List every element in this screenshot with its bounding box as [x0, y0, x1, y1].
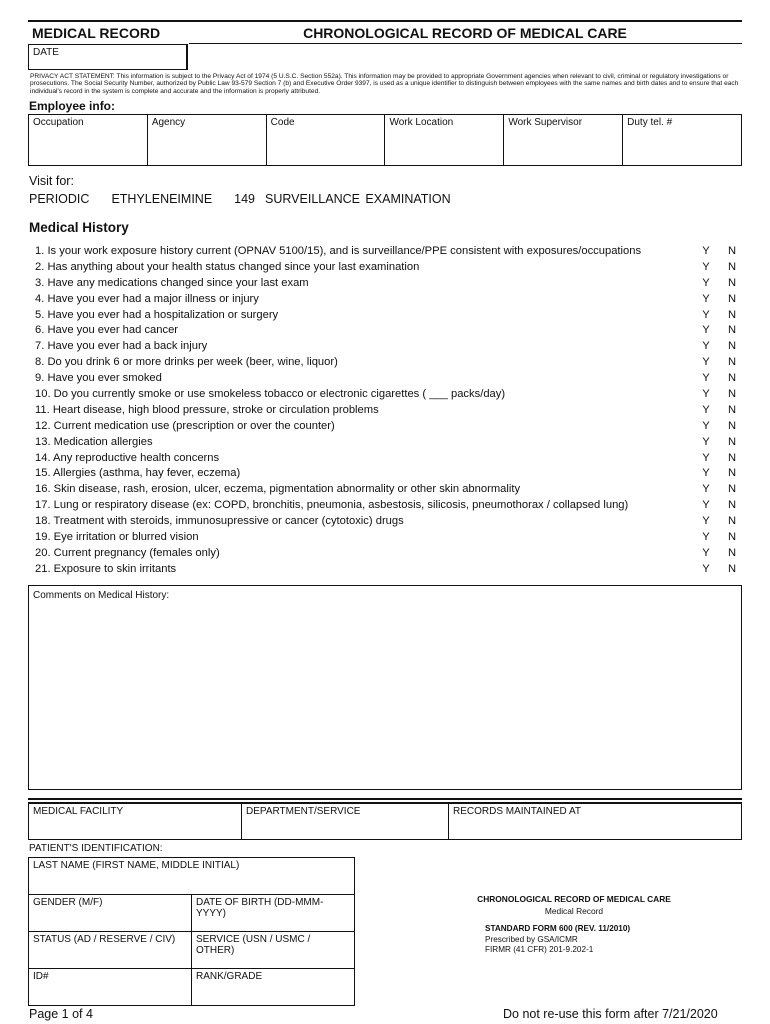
question-row [35, 308, 743, 324]
question-text: 20. Current pregnancy (females only) [35, 546, 220, 559]
no-option[interactable]: N [727, 435, 737, 448]
agency-label: Agency [151, 117, 186, 128]
occupation-field[interactable] [29, 115, 148, 165]
question-row [35, 260, 743, 276]
visit-description [29, 192, 473, 206]
yes-option[interactable]: Y [702, 340, 710, 353]
duty-tel-field[interactable] [623, 115, 741, 165]
gender-dob-row [29, 895, 354, 932]
question-text: 13. Medication allergies [35, 435, 153, 448]
question-row [35, 435, 743, 451]
yes-option[interactable]: Y [702, 531, 710, 544]
comments-field[interactable] [28, 585, 742, 790]
form-title-left: MEDICAL RECORD [32, 25, 161, 41]
employee-info-title: Employee info: [29, 99, 116, 113]
no-option[interactable]: N [727, 308, 737, 321]
reuse-notice: Do not re-use this form after 7/21/2020 [503, 1007, 718, 1021]
question-row [35, 530, 743, 546]
question-text: 3. Have any medications changed since your last exam [35, 276, 309, 289]
question-row [35, 546, 743, 562]
yes-option[interactable]: Y [702, 451, 710, 464]
prescribed-by: Prescribed by GSA/ICMR [485, 934, 578, 944]
no-option[interactable]: N [727, 451, 737, 464]
question-text: 8. Do you drink 6 or more drinks per week (beer, wine, liquor) [35, 356, 338, 369]
yes-option[interactable]: Y [702, 562, 710, 575]
yes-option[interactable]: Y [702, 292, 710, 305]
last-name-label: LAST NAME (FIRST NAME, MIDDLE INITIAL) [33, 860, 240, 871]
no-option[interactable]: N [727, 546, 737, 559]
yes-option[interactable]: Y [702, 435, 710, 448]
question-text: 5. Have you ever had a hospitalization or surgery [35, 308, 279, 321]
service-label: SERVICE (USN / USMC / OTHER) [196, 934, 311, 956]
privacy-statement: PRIVACY ACT STATEMENT: This information is subject to the Privacy Act of 1974 (5 U.S.C. Section 552a). This information may be provided to appropriate Government agencies when relevant to civil, criminal or regulatory investigations or prosecutions. The Social Security Number, authorized by Public Law 93-579 Section 7 (b) and Executive Order 9397, is used as a unique identifier to distinguish between employees with the same names and birth dates and to ensure that each individual's record in the system is complete and accurate and the information is properly attributed. [30, 73, 739, 95]
no-option[interactable]: N [727, 515, 737, 528]
yes-option[interactable]: Y [702, 467, 710, 480]
yes-option[interactable]: Y [702, 276, 710, 289]
question-text: 15. Allergies (asthma, hay fever, eczema) [35, 467, 241, 480]
no-option[interactable]: N [727, 388, 737, 401]
medical-facility-field[interactable] [29, 804, 242, 839]
page-number: Page 1 of 4 [29, 1007, 93, 1021]
question-text: 12. Current medication use (prescription or over the counter) [35, 419, 335, 432]
no-option[interactable]: N [727, 531, 737, 544]
id-label: ID# [33, 971, 49, 982]
duty-tel-label: Duty tel. # [627, 117, 673, 128]
question-text: 11. Heart disease, high blood pressure, stroke or circulation problems [35, 403, 379, 416]
medical-history-questions [35, 244, 743, 578]
question-text: 7. Have you ever had a back injury [35, 340, 208, 353]
form-info-block [485, 924, 630, 956]
question-row [35, 244, 743, 260]
work-supervisor-field[interactable] [504, 115, 623, 165]
work-location-label: Work Location [389, 117, 454, 128]
no-option[interactable]: N [727, 372, 737, 385]
work-supervisor-label: Work Supervisor [508, 117, 583, 128]
question-row [35, 403, 743, 419]
no-option[interactable]: N [727, 276, 737, 289]
question-text: 16. Skin disease, rash, erosion, ulcer, eczema, pigmentation abnormality or other skin abnormality [35, 483, 521, 496]
form-number: STANDARD FORM 600 (REV. 11/2010) [485, 924, 631, 933]
yes-option[interactable]: Y [702, 308, 710, 321]
no-option[interactable]: N [727, 356, 737, 369]
rank-label: RANK/GRADE [196, 971, 263, 982]
medical-history-title: Medical History [29, 220, 129, 235]
gender-field[interactable] [29, 895, 192, 931]
yes-option[interactable]: Y [702, 499, 710, 512]
no-option[interactable]: N [727, 467, 737, 480]
yes-option[interactable]: Y [702, 260, 710, 273]
work-location-field[interactable] [385, 115, 504, 165]
form-info-subtitle: Medical Record [544, 906, 604, 916]
records-label: RECORDS MAINTAINED AT [453, 806, 581, 817]
facility-table [28, 804, 742, 840]
no-option[interactable]: N [727, 499, 737, 512]
medical-facility-label: MEDICAL FACILITY [33, 806, 124, 817]
last-name-field[interactable] [29, 858, 354, 895]
rank-field[interactable] [192, 969, 354, 1005]
question-row [35, 514, 743, 530]
question-row [35, 451, 743, 467]
no-option[interactable]: N [727, 403, 737, 416]
yes-option[interactable]: Y [702, 245, 710, 257]
patient-id-table [28, 857, 355, 1006]
no-option[interactable]: N [727, 562, 737, 575]
no-option[interactable]: N [727, 260, 737, 273]
no-option[interactable]: N [727, 419, 737, 432]
no-option[interactable]: N [727, 340, 737, 353]
yes-option[interactable]: Y [702, 388, 710, 401]
patient-id-label: PATIENT'S IDENTIFICATION: [29, 843, 163, 854]
question-row [35, 339, 743, 355]
yes-option[interactable]: Y [702, 372, 710, 385]
occupation-label: Occupation [33, 117, 84, 128]
id-field[interactable] [29, 969, 192, 1005]
gender-label: GENDER (M/F) [33, 897, 103, 908]
no-option[interactable]: N [727, 292, 737, 305]
date-label: DATE [33, 47, 59, 58]
question-text: 4. Have you ever had a major illness or injury [35, 292, 259, 305]
question-row [35, 387, 743, 403]
question-row [35, 371, 743, 387]
question-text: 21. Exposure to skin irritants [35, 562, 177, 575]
dob-field[interactable] [192, 895, 354, 931]
dob-label: DATE OF BIRTH (DD-MMM-YYYY) [196, 897, 324, 919]
question-text: 9. Have you ever smoked [35, 372, 162, 385]
question-text: 17. Lung or respiratory disease (ex: COPD, bronchitis, pneumonia, asbestosis, silicosis, pneumothorax / collapsed lung) [35, 499, 629, 512]
comments-label: Comments on Medical History: [33, 590, 170, 601]
status-label: STATUS (AD / RESERVE / CIV) [33, 934, 176, 945]
question-row [35, 419, 743, 435]
yes-option[interactable]: Y [702, 324, 710, 337]
code-label: Code [270, 117, 295, 128]
question-row [35, 562, 743, 578]
yes-option[interactable]: Y [702, 403, 710, 416]
no-option[interactable]: N [727, 324, 737, 337]
yes-option[interactable]: Y [702, 546, 710, 559]
question-text: 6. Have you ever had cancer [35, 324, 179, 337]
visit-label: Visit for: [29, 174, 74, 188]
department-field[interactable] [242, 804, 449, 839]
header-divider [189, 43, 742, 44]
service-field[interactable] [192, 932, 354, 968]
yes-option[interactable]: Y [702, 419, 710, 432]
question-text: 10. Do you currently smoke or use smokeless tobacco or electronic cigarettes ( ___ packs/day) [35, 388, 506, 401]
question-row [35, 498, 743, 514]
form-title-right: CHRONOLOGICAL RECORD OF MEDICAL CARE [303, 25, 627, 41]
question-row [35, 466, 743, 482]
question-text: 1. Is your work exposure history current (OPNAV 5100/15), and is surveillance/PPE consistent with exposures/occupations [35, 245, 642, 257]
question-row [35, 292, 743, 308]
question-row [35, 355, 743, 371]
question-text: 2. Has anything about your health status changed since your last examination [35, 260, 420, 273]
section-rule-1 [28, 798, 742, 800]
employee-info-table [28, 114, 742, 166]
records-field[interactable] [449, 804, 741, 839]
code-field[interactable] [267, 115, 386, 165]
question-text: 19. Eye irritation or blurred vision [35, 531, 199, 544]
visit-type: PERIODIC [29, 192, 90, 206]
yes-option[interactable]: Y [702, 515, 710, 528]
question-row [35, 482, 743, 498]
question-text: 18. Treatment with steroids, immunosupressive or cancer (cytotoxic) drugs [35, 515, 404, 528]
status-service-row [29, 932, 354, 969]
agency-field[interactable] [148, 115, 267, 165]
status-field[interactable] [29, 932, 192, 968]
yes-option[interactable]: Y [702, 356, 710, 369]
question-text: 14. Any reproductive health concerns [35, 451, 220, 464]
firmr: FIRMR (41 CFR) 201-9.202-1 [485, 945, 594, 954]
question-row [35, 323, 743, 339]
department-label: DEPARTMENT/SERVICE [246, 806, 361, 817]
question-row [35, 276, 743, 292]
id-rank-row [29, 969, 354, 1005]
yes-option[interactable]: Y [702, 483, 710, 496]
visit-exam: SURVEILLANCE EXAMINATION [265, 192, 451, 206]
no-option[interactable]: N [727, 245, 737, 257]
visit-code: 149 [234, 192, 256, 206]
no-option[interactable]: N [727, 483, 737, 496]
form-info-title: CHRONOLOGICAL RECORD OF MEDICAL CARE [477, 894, 671, 904]
date-field[interactable] [28, 44, 188, 70]
visit-agent: ETHYLENEIMINE [111, 192, 213, 206]
